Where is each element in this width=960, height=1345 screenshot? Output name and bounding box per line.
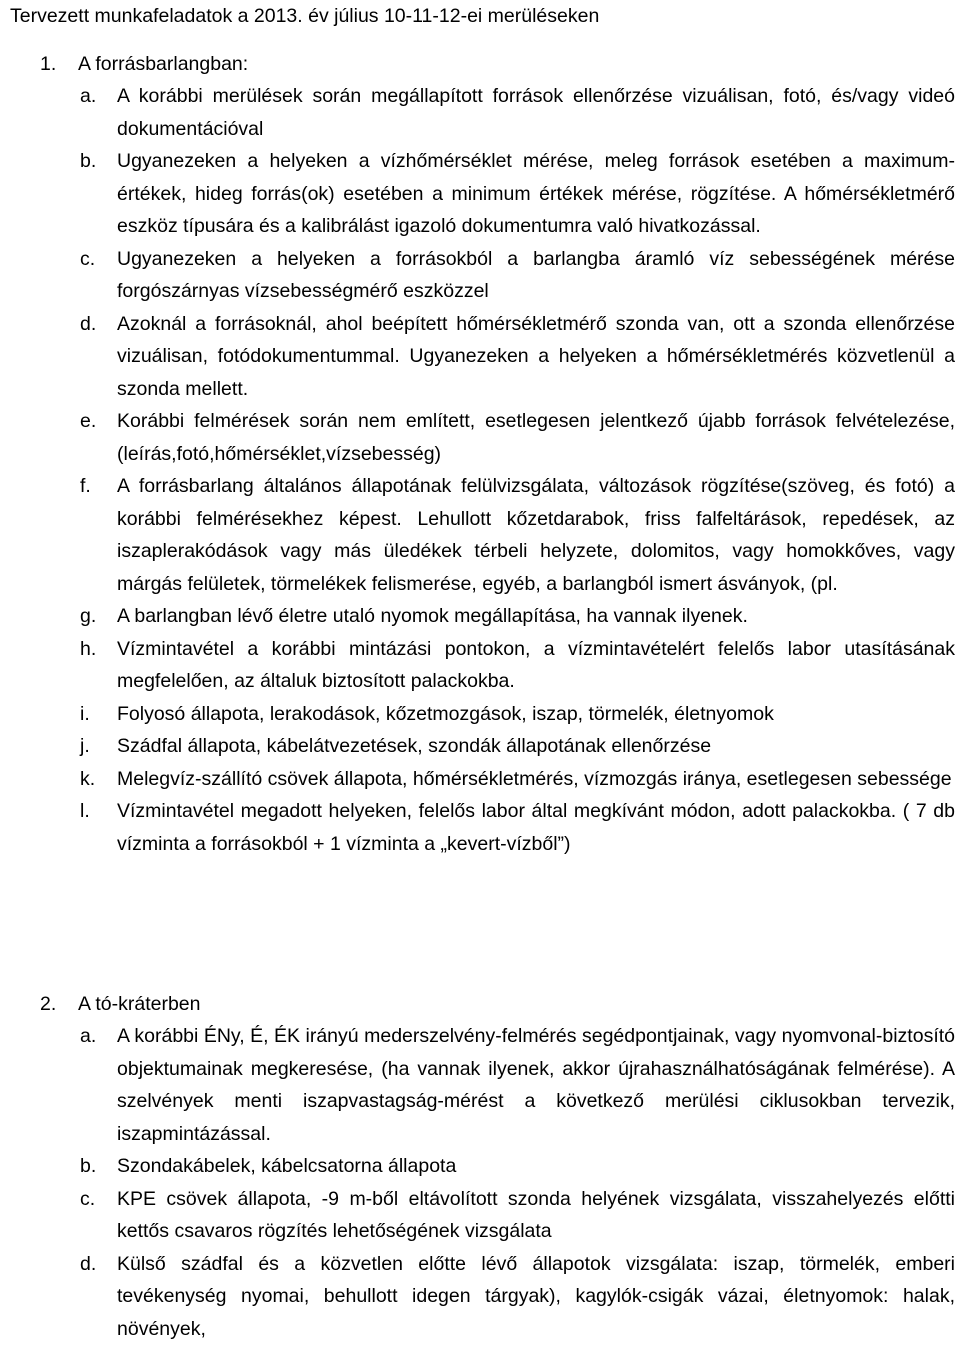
- list-item: [10, 308, 955, 406]
- item-text: Folyosó állapota, lerakodások, kőzetmozgások, iszap, törmelék, életnyomok: [117, 698, 955, 731]
- section-forrasbarlang: [10, 48, 955, 860]
- section-label: A forrásbarlangban:: [78, 48, 248, 80]
- list-item: [10, 698, 955, 731]
- item-text: A forrásbarlang általános állapotának felülvizsgálata, változások rögzítése(szöveg, és fotó) a korábbi felmérésekhez képest. Lehullott kőzetdarabok, friss falfeltárások, repedések, az iszaplerakódások vagy más üledékek térbeli helyzete, dolomitos, vagy homokkőves, vagy márgás felületek, törmelékek felismerése, egyéb, a barlangból ismert ásványok, (pl.: [117, 470, 955, 600]
- list-item: [10, 405, 955, 470]
- list-item: [10, 600, 955, 633]
- list-item: [10, 243, 955, 308]
- item-marker: a.: [80, 80, 96, 113]
- item-marker: b.: [80, 145, 96, 178]
- item-marker: f.: [80, 470, 91, 503]
- item-text: Vízmintavétel a korábbi mintázási pontokon, a vízmintavételért felelős labor utasításának megfelelően, az általuk biztosított palackokba.: [117, 633, 955, 698]
- item-text: Azoknál a forrásoknál, ahol beépített hőmérsékletmérő szonda van, ott a szonda ellenőrzése vizuálisan, fotódokumentummal. Ugyanezeken a helyeken a hőmérsékletmérés közvetlenül a szonda mellett.: [117, 308, 955, 406]
- document-title: Tervezett munkafeladatok a 2013. év július 10-11-12-ei merüléseken: [10, 0, 599, 32]
- item-text: KPE csövek állapota, -9 m-ből eltávolított szonda helyének vizsgálata, visszahelyezés előtti kettős csavaros rögzítés lehetőségének vizsgálata: [117, 1183, 955, 1248]
- list-item: [10, 1150, 955, 1183]
- item-marker: d.: [80, 308, 96, 341]
- section-heading: [10, 48, 955, 80]
- list-item: [10, 763, 955, 796]
- item-marker: j.: [80, 730, 90, 763]
- section-to-krater: [10, 988, 955, 1345]
- list-item: [10, 470, 955, 600]
- item-text: Ugyanezeken a helyeken a forrásokból a barlangba áramló víz sebességének mérése forgószárnyas vízsebességmérő eszközzel: [117, 243, 955, 308]
- item-marker: i.: [80, 698, 90, 731]
- item-marker: h.: [80, 633, 96, 666]
- item-marker: c.: [80, 243, 95, 276]
- item-text: Melegvíz-szállító csövek állapota, hőmérsékletmérés, vízmozgás iránya, esetlegesen sebessége: [117, 763, 955, 796]
- item-text: A barlangban lévő életre utaló nyomok megállapítása, ha vannak ilyenek.: [117, 600, 955, 633]
- section-number: 1.: [40, 48, 56, 80]
- list-item: [10, 1248, 955, 1345]
- item-text: A korábbi ÉNy, É, ÉK irányú mederszelvény-felmérés segédpontjainak, vagy nyomvonal-biztosító objektumainak megkeresése, (ha vannak ilyenek, akkor újrahasználhatóságának felmérése). A szelvények menti iszapvastagság-mérést a következő merülési ciklusokban tervezik, iszapmintázással.: [117, 1020, 955, 1150]
- item-text: Külső szádfal és a közvetlen előtte lévő állapotok vizsgálata: iszap, törmelék, emberi tevékenység nyomai, behullott idegen tárgyak), kagylók-csigák vázai, életnyomok: halak, növények,: [117, 1248, 955, 1345]
- item-text: Vízmintavétel megadott helyeken, felelős labor által megkívánt módon, adott palackokba. ( 7 db vízminta a forrásokból + 1 vízminta a „kevert-vízből”): [117, 795, 955, 860]
- item-text: Ugyanezeken a helyeken a vízhőmérséklet mérése, meleg források esetében a maximum-értékek, hideg forrás(ok) esetében a minimum értékek mérése, rögzítése. A hőmérsékletmérő eszköz típusára és a kalibrálást igazoló dokumentumra való hivatkozással.: [117, 145, 955, 243]
- section-number: 2.: [40, 988, 56, 1020]
- section-heading: [10, 988, 955, 1020]
- item-text: Szondakábelek, kábelcsatorna állapota: [117, 1150, 955, 1183]
- item-text: Szádfal állapota, kábelátvezetések, szondák állapotának ellenőrzése: [117, 730, 955, 763]
- item-marker: k.: [80, 763, 95, 796]
- section-label: A tó-kráterben: [78, 988, 200, 1020]
- list-item: [10, 730, 955, 763]
- item-marker: b.: [80, 1150, 96, 1183]
- item-marker: a.: [80, 1020, 96, 1053]
- list-item: [10, 1020, 955, 1150]
- list-item: [10, 145, 955, 243]
- item-marker: l.: [80, 795, 90, 828]
- item-text: A korábbi merülések során megállapított források ellenőrzése vizuálisan, fotó, és/vagy videó dokumentációval: [117, 80, 955, 145]
- item-marker: d.: [80, 1248, 96, 1281]
- list-item: [10, 80, 955, 145]
- item-marker: c.: [80, 1183, 95, 1216]
- item-text: Korábbi felmérések során nem említett, esetlegesen jelentkező újabb források felvételezése,(leírás,fotó,hőmérséklet,vízsebesség): [117, 405, 955, 470]
- list-item: [10, 795, 955, 860]
- list-item: [10, 1183, 955, 1248]
- item-marker: e.: [80, 405, 96, 438]
- item-marker: g.: [80, 600, 96, 633]
- list-item: [10, 633, 955, 698]
